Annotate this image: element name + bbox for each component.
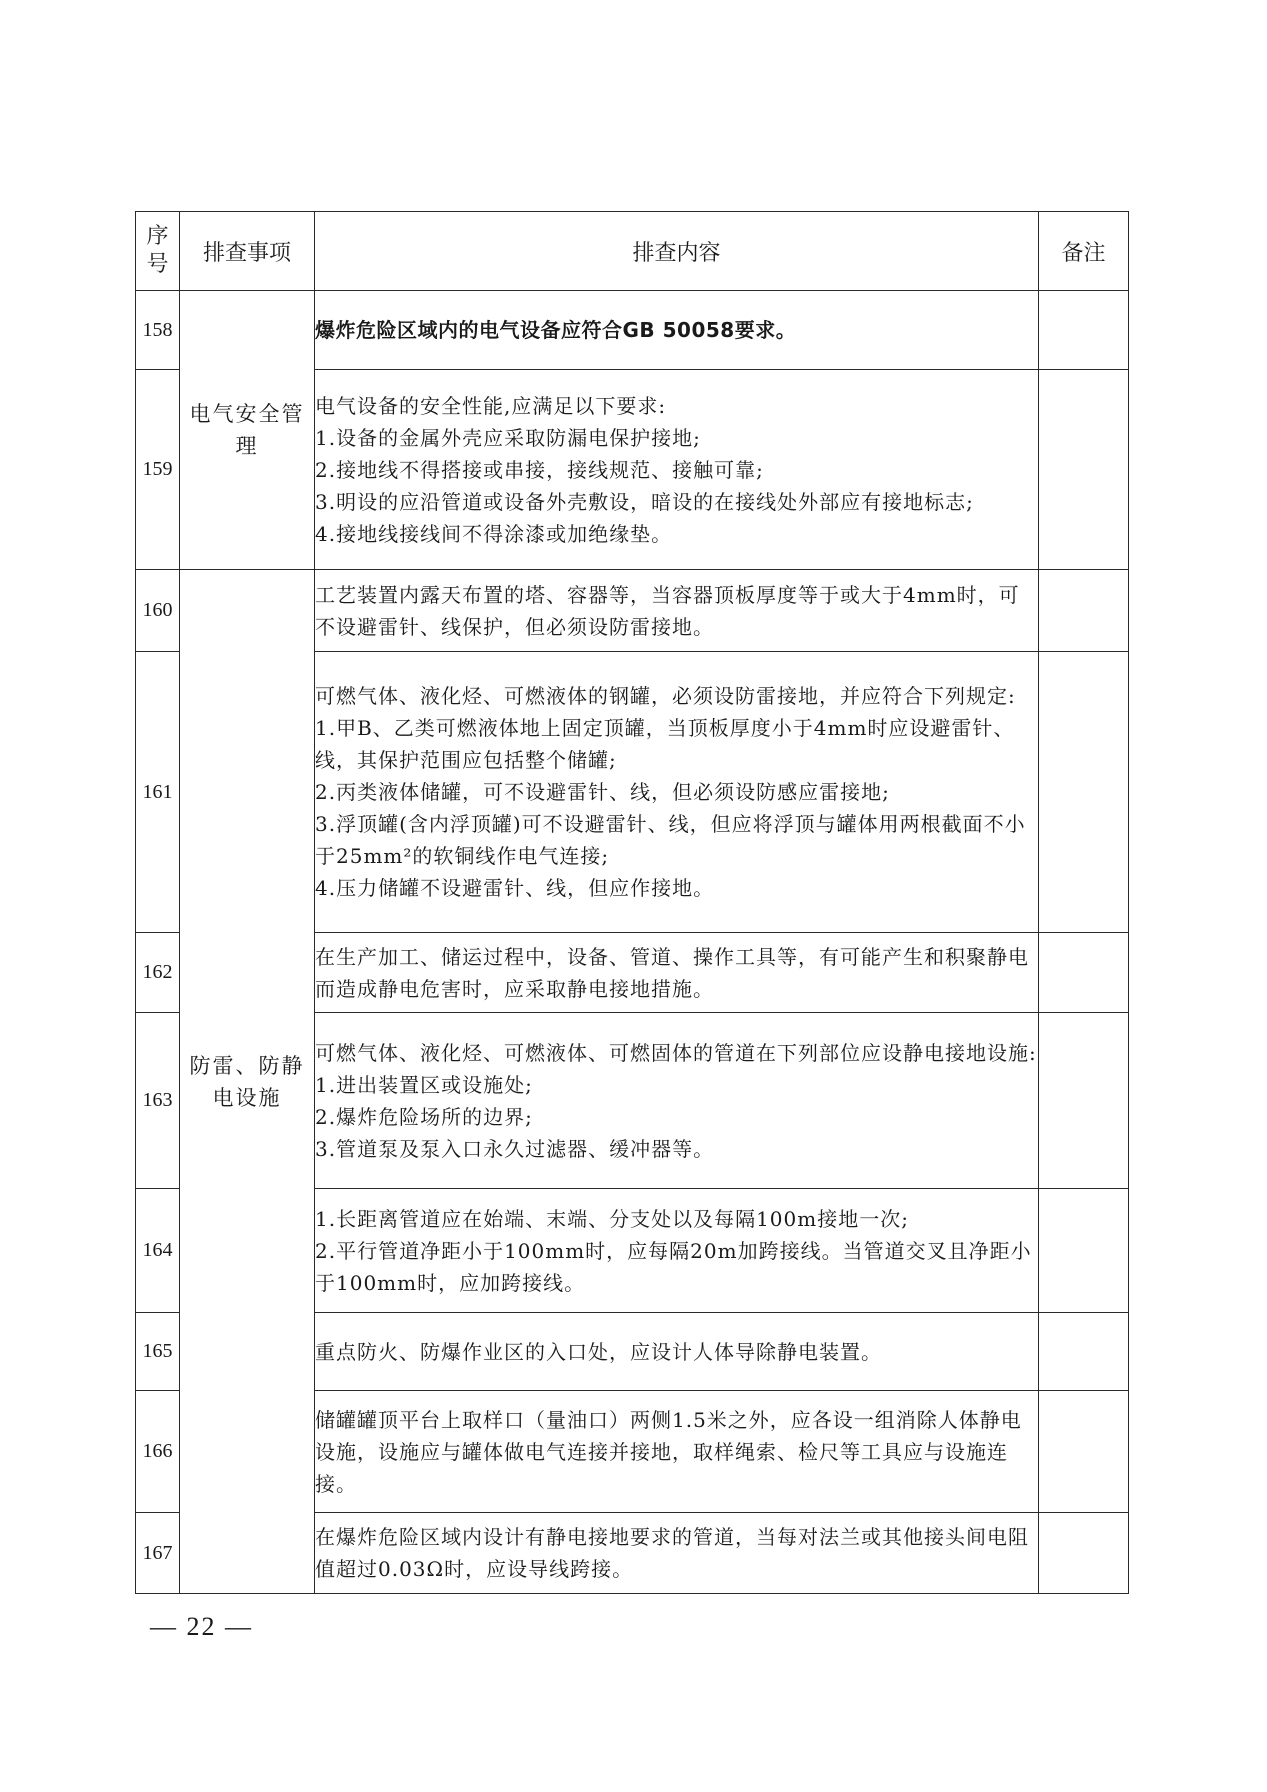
content-line: 3.浮顶罐(含内浮顶罐)可不设避雷针、线，但应将浮顶与罐体用两根截面不小于25mm²的软铜线作电气连接;	[315, 812, 1026, 868]
row-seq: 160	[136, 570, 180, 652]
row-content	[315, 291, 1039, 370]
row-seq: 163	[136, 1013, 180, 1189]
content-line: 可燃气体、液化烃、可燃液体、可燃固体的管道在下列部位应设静电接地设施:	[315, 1040, 1037, 1065]
row-content	[315, 1313, 1039, 1391]
page-number: — 22 —	[150, 1612, 253, 1641]
table-row	[136, 291, 1129, 370]
content-line: 爆炸危险区域内的电气设备应符合GB 50058要求。	[315, 318, 797, 342]
header-item: 排查事项	[180, 212, 315, 291]
content-line: 2.平行管道净距小于100mm时，应每隔20m加跨接线。当管道交叉且净距小于100mm时，应加跨接线。	[315, 1238, 1032, 1295]
row-note	[1039, 1513, 1129, 1594]
row-note	[1039, 570, 1129, 652]
row-note	[1039, 1391, 1129, 1513]
row-content	[315, 1189, 1039, 1313]
content-line: 4.压力储罐不设避雷针、线，但应作接地。	[315, 876, 715, 900]
content-line: 2.爆炸危险场所的边界;	[315, 1104, 533, 1129]
content-line: 2.接地线不得搭接或串接，接线规范、接触可靠;	[315, 457, 764, 482]
content-line: 1.长距离管道应在始端、末端、分支处以及每隔100m接地一次;	[315, 1206, 909, 1231]
content-line: 4.接地线接线间不得涂漆或加绝缘垫。	[315, 521, 673, 546]
content-line: 2.丙类液体储罐，可不设避雷针、线，但必须设防感应雷接地;	[315, 780, 890, 804]
content-line: 可燃气体、液化烃、可燃液体的钢罐，必须设防雷接地，并应符合下列规定:	[315, 684, 1016, 708]
content-line: 在生产加工、储运过程中，设备、管道、操作工具等，有可能产生和积聚静电而造成静电危害时，应采取静电接地措施。	[315, 944, 1029, 1001]
row-content	[315, 1513, 1039, 1594]
content-line: 储罐罐顶平台上取样口（量油口）两侧1.5米之外，应各设一组消除人体静电设施，设施应与罐体做电气连接并接地，取样绳索、检尺等工具应与设施连接。	[315, 1407, 1022, 1496]
row-seq: 165	[136, 1313, 180, 1391]
content-line: 工艺装置内露天布置的塔、容器等，当容器顶板厚度等于或大于4mm时，可不设避雷针、线保护，但必须设防雷接地。	[315, 582, 1020, 639]
row-content	[315, 570, 1039, 652]
row-seq: 167	[136, 1513, 180, 1594]
inspection-table	[135, 211, 1129, 1594]
header-note: 备注	[1039, 212, 1129, 291]
content-line: 电气设备的安全性能,应满足以下要求:	[315, 393, 667, 418]
row-seq: 159	[136, 370, 180, 570]
row-seq: 166	[136, 1391, 180, 1513]
row-content	[315, 1391, 1039, 1513]
row-content	[315, 1013, 1039, 1189]
group-lightning-static: 防雷、防静电设施	[180, 570, 315, 1594]
content-line: 重点防火、防爆作业区的入口处，应设计人体导除静电装置。	[315, 1339, 882, 1364]
row-seq: 161	[136, 652, 180, 933]
content-line: 1.甲B、乙类可燃液体地上固定顶罐，当顶板厚度小于4mm时应设避雷针、线，其保护范围应包括整个储罐;	[315, 716, 1015, 772]
row-seq: 162	[136, 933, 180, 1013]
row-note	[1039, 291, 1129, 370]
content-line: 1.进出装置区或设施处;	[315, 1072, 533, 1097]
table-header-row	[136, 212, 1129, 291]
group-electrical-safety: 电气安全管理	[180, 291, 315, 570]
row-seq: 158	[136, 291, 180, 370]
row-note	[1039, 1013, 1129, 1189]
content-line: 3.管道泵及泵入口永久过滤器、缓冲器等。	[315, 1136, 715, 1161]
header-content: 排查内容	[315, 212, 1039, 291]
content-line: 1.设备的金属外壳应采取防漏电保护接地;	[315, 425, 701, 450]
content-line: 3.明设的应沿管道或设备外壳敷设，暗设的在接线处外部应有接地标志;	[315, 489, 974, 514]
row-note	[1039, 1313, 1129, 1391]
content-line: 在爆炸危险区域内设计有静电接地要求的管道，当每对法兰或其他接头间电阻值超过0.03Ω时，应设导线跨接。	[315, 1525, 1029, 1581]
row-content	[315, 933, 1039, 1013]
row-note	[1039, 370, 1129, 570]
row-content	[315, 370, 1039, 570]
table-row	[136, 570, 1129, 652]
row-note	[1039, 933, 1129, 1013]
row-seq: 164	[136, 1189, 180, 1313]
row-note	[1039, 652, 1129, 933]
header-seq: 序号	[136, 212, 180, 291]
row-content	[315, 652, 1039, 933]
row-note	[1039, 1189, 1129, 1313]
